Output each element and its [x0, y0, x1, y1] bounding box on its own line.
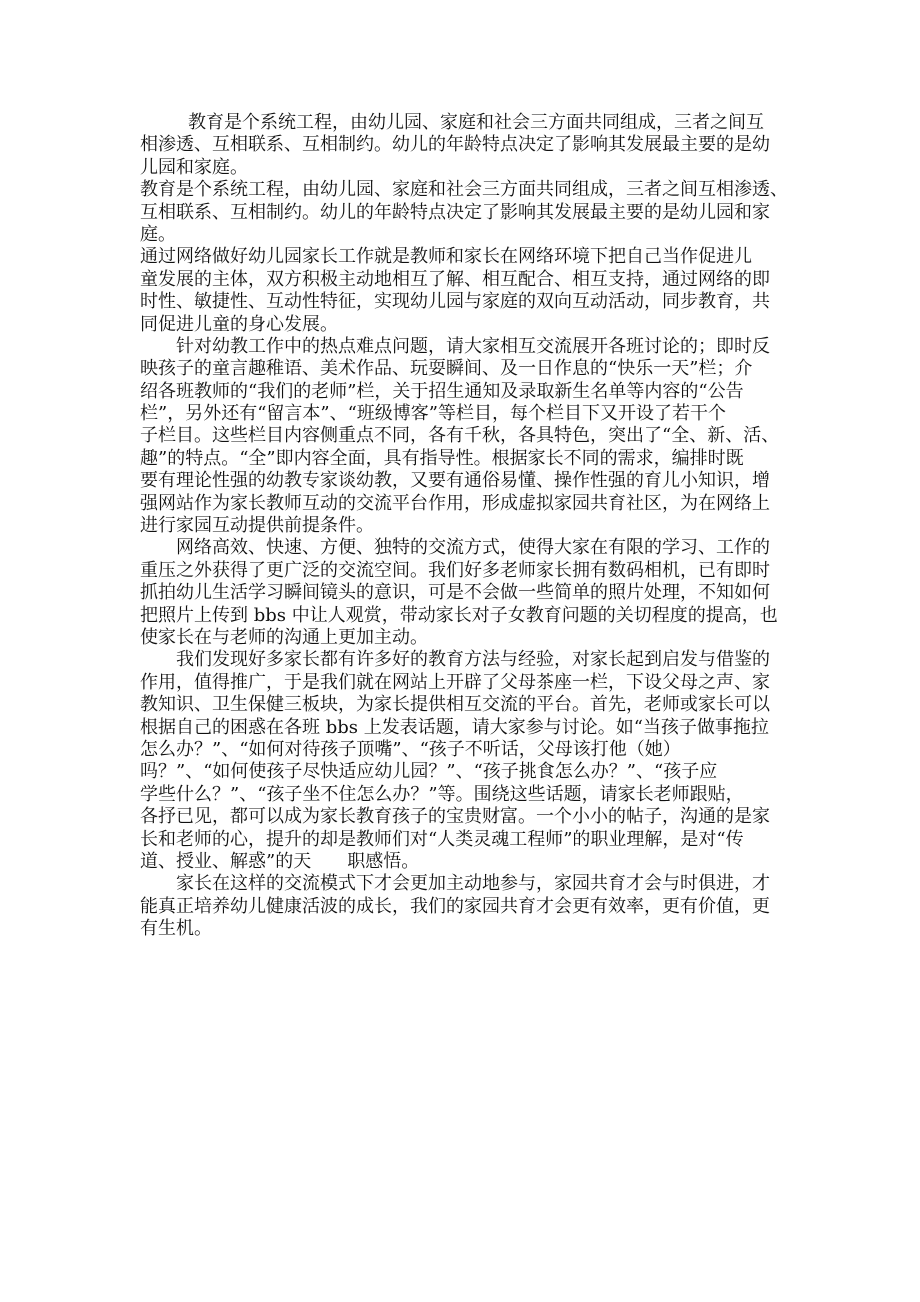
text-line: 长和老师的心，提升的却是教师们对“人类灵魂工程师”的职业理解，是对“传 — [140, 828, 744, 850]
text-line: 趣”的特点。“全”即内容全面，具有指导性。根据家长不同的需求，编排时既 — [140, 447, 744, 469]
text-line: 互相联系、互相制约。幼儿的年龄特点决定了影响其发展最主要的是幼儿园和家 — [140, 201, 770, 223]
text-line: 教育是个系统工程，由幼儿园、家庭和社会三方面共同组成，三者之间互相渗透、 — [140, 179, 788, 201]
text-line: 相渗透、互相联系、互相制约。幼儿的年龄特点决定了影响其发展最主要的是幼 — [140, 134, 770, 156]
text-line: 针对幼教工作中的热点难点问题，请大家相互交流展开各班讨论的；即时反 — [176, 335, 770, 357]
text-line: 要有理论性强的幼教专家谈幼教，又要有通俗易懂、操作性强的育儿小知识，增 — [140, 470, 770, 492]
text-line: 有生机。 — [140, 918, 212, 940]
text-line: 怎么办？”、“如何对待孩子顶嘴”、“孩子不听话，父母该打他（她） — [140, 738, 681, 760]
text-line: 教知识、卫生保健三板块，为家长提供相互交流的平台。首先，老师或家长可以 — [140, 694, 770, 716]
text-line: 我们发现好多家长都有许多好的教育方法与经验，对家长起到启发与借鉴的 — [176, 649, 770, 671]
text-line: 庭。 — [140, 223, 176, 245]
text-line: 抓拍幼儿生活学习瞬间镜头的意识，可是不会做一些简单的照片处理，不知如何 — [140, 582, 770, 604]
text-line: 时性、敏捷性、互动性特征，实现幼儿园与家庭的双向互动活动，同步教育，共 — [140, 291, 770, 313]
text-line: 道、授业、解惑”的天 职感悟。 — [140, 850, 420, 872]
text-line: 通过网络做好幼儿园家长工作就是教师和家长在网络环境下把自己当作促进儿 — [140, 246, 752, 268]
text-line: 子栏目。这些栏目内容侧重点不同，各有千秋，各具特色，突出了“全、新、活、 — [140, 425, 780, 447]
text-line: 重压之外获得了更广泛的交流空间。我们好多老师家长拥有数码相机，已有即时 — [140, 559, 770, 581]
text-line: 同促进儿童的身心发展。 — [140, 313, 338, 335]
text-line: 能真正培养幼儿健康活波的成长，我们的家园共育才会更有效率，更有价值，更 — [140, 895, 770, 917]
text-line: 网络高效、快速、方便、独特的交流方式，使得大家在有限的学习、工作的 — [176, 537, 770, 559]
text-line: 儿园和家庭。 — [140, 156, 248, 178]
text-line: 各抒已见，都可以成为家长教育孩子的宝贵财富。一个小小的帖子，沟通的是家 — [140, 806, 770, 828]
text-line: 童发展的主体，双方积极主动地相互了解、相互配合、相互支持，通过网络的即 — [140, 268, 770, 290]
text-line: 使家长在与老师的沟通上更加主动。 — [140, 626, 428, 648]
text-line: 根据自己的困惑在各班 bbs 上发表话题，请大家参与讨论。如“当孩子做事拖拉 — [140, 716, 769, 738]
text-line: 映孩子的童言趣稚语、美术作品、玩耍瞬间、及一日作息的“快乐一天”栏；介 — [140, 358, 753, 380]
document-body — [140, 112, 792, 940]
text-line: 栏”，另外还有“留言本”、“班级博客”等栏目，每个栏目下又开设了若干个 — [140, 403, 727, 425]
text-line: 学些什么？”、“孩子坐不住怎么办？”等。围绕这些话题，请家长老师跟贴， — [140, 783, 744, 805]
text-line: 强网站作为家长教师互动的交流平台作用，形成虚拟家园共育社区，为在网络上 — [140, 492, 770, 514]
text-line: 进行家园互动提供前提条件。 — [140, 515, 374, 537]
text-line: 作用，值得推广，于是我们就在网站上开辟了父母茶座一栏，下设父母之声、家 — [140, 671, 770, 693]
text-line: 吗？”、“如何使孩子尽快适应幼儿园？”、“孩子挑食怎么办？”、“孩子应 — [140, 761, 718, 783]
text-line: 把照片上传到 bbs 中让人观赏，带动家长对子女教育问题的关切程度的提高，也 — [140, 604, 778, 626]
text-line: 家长在这样的交流模式下才会更加主动地参与，家园共育才会与时俱进，才 — [176, 873, 770, 895]
text-line: 教育是个系统工程，由幼儿园、家庭和社会三方面共同组成，三者之间互 — [188, 112, 764, 133]
text-line: 绍各班教师的“我们的老师”栏，关于招生通知及录取新生名单等内容的“公告 — [140, 380, 744, 402]
